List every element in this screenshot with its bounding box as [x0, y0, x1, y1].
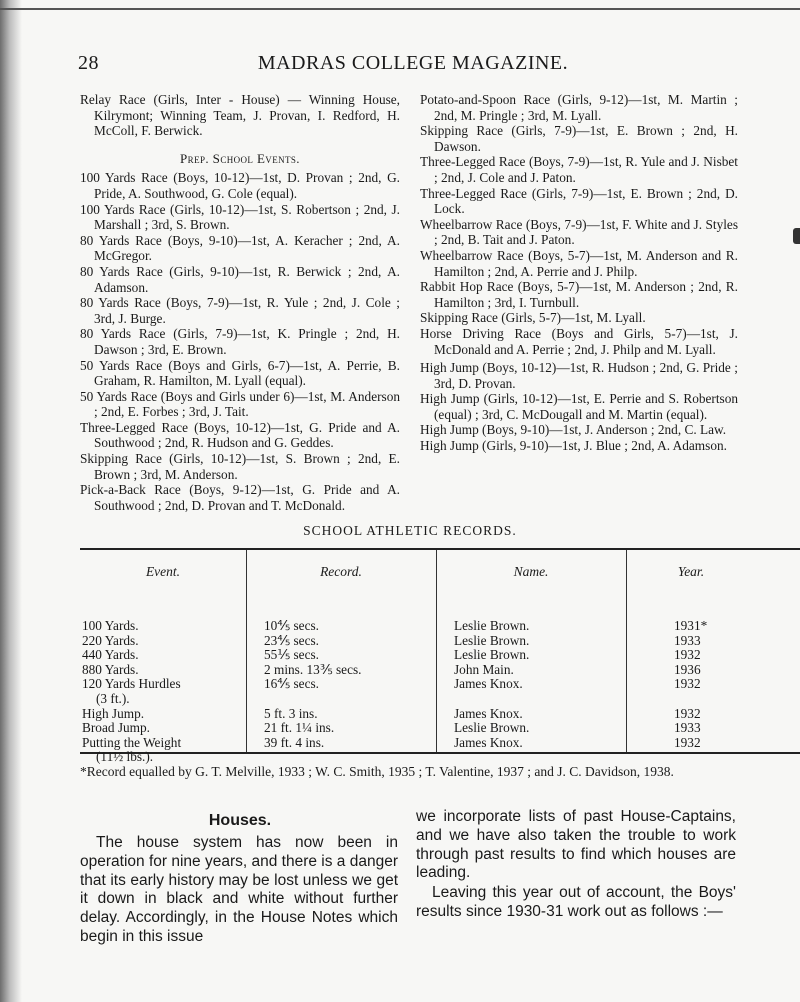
- event-entry: 100 Yards Race (Boys, 10-12)—1st, D. Provan ; 2nd, G. Pride, A. Southwood, G. Cole (equal).: [80, 170, 400, 201]
- cell-event: 220 Yards.: [82, 632, 139, 648]
- event-entry: 80 Yards Race (Girls, 9-10)—1st, R. Berwick ; 2nd, A. Adamson.: [80, 263, 400, 295]
- event-entry: Potato-and-Spoon Race (Girls, 9-12)—1st, M. Martin ; 2nd, M. Pringle ; 3rd, M. Lyall.: [420, 92, 738, 123]
- cell-name: Leslie Brown.: [454, 720, 530, 736]
- cell-event: 440 Yards.: [82, 647, 139, 663]
- cell-year: 1932: [674, 647, 701, 663]
- cell-name: Leslie Brown.: [454, 647, 530, 663]
- event-entry: High Jump (Girls, 10-12)—1st, E. Perrie and S. Robertson (equal) ; 3rd, C. McDougall and M. Martin (equal).: [420, 391, 738, 422]
- event-entry: Wheelbarrow Race (Boys, 5-7)—1st, M. Anderson and R. Hamilton ; 2nd, A. Perrie and J. Philp.: [420, 247, 738, 279]
- column-divider: [436, 550, 437, 752]
- page-header: [78, 52, 748, 76]
- cell-record: 23⅘ secs.: [264, 632, 319, 648]
- relay-entry: Relay Race (Girls, Inter - House) — Winning House, Kilrymont; Winning Team, J. Provan, I. Redford, H. McColl, F. Berwick.: [80, 92, 400, 139]
- houses-paragraph-right: we incorporate lists of past House-Captains, and we have also taken the trouble to work through past results to find which houses are leading.: [416, 808, 736, 882]
- header-event: Event.: [145, 564, 181, 579]
- cell-name: Leslie Brown.: [454, 632, 530, 648]
- cell-year: 1932: [674, 676, 701, 692]
- cell-year: 1932: [674, 705, 701, 721]
- scan-mark: [793, 228, 800, 244]
- records-table: [80, 544, 800, 765]
- event-entry: Rabbit Hop Race (Boys, 5-7)—1st, M. Anderson ; 2nd, R. Hamilton ; 3rd, I. Turnbull.: [420, 279, 738, 310]
- event-entry: Three-Legged Race (Girls, 7-9)—1st, E. Brown ; 2nd, D. Lock.: [420, 185, 738, 217]
- header-name: Name.: [513, 564, 549, 579]
- records-title: SCHOOL ATHLETIC RECORDS.: [303, 523, 517, 538]
- column-divider: [246, 550, 247, 752]
- cell-event: 120 Yards Hurdles: [82, 676, 181, 692]
- event-entry: Skipping Race (Girls, 5-7)—1st, M. Lyall.: [420, 310, 646, 326]
- cell-record: 16⅘ secs.: [264, 676, 319, 692]
- cell-name: John Main.: [454, 661, 514, 677]
- event-entry: Three-Legged Race (Boys, 7-9)—1st, R. Yule and J. Nisbet ; 2nd, J. Cole and J. Paton.: [420, 154, 738, 185]
- houses-paragraph-left: The house system has now been in operation for nine years, and there is a danger that its early history may be lost unless we get it down in black and white without further delay. Accordingly, in the House Notes which begin in this issue: [80, 834, 398, 945]
- header-year: Year.: [677, 564, 705, 579]
- event-entry: Horse Driving Race (Boys and Girls, 5-7)—1st, J. McDonald and A. Perrie ; 2nd, J. Philp and M. Lyall.: [420, 325, 738, 357]
- cell-record: 39 ft. 4 ins.: [264, 734, 325, 750]
- event-entry: 80 Yards Race (Girls, 7-9)—1st, K. Pringle ; 2nd, H. Dawson ; 3rd, E. Brown.: [80, 326, 400, 357]
- top-rule: [0, 8, 800, 10]
- right-column: [420, 92, 738, 454]
- cell-year: 1933: [674, 720, 701, 736]
- cell-event: Broad Jump.: [82, 720, 150, 736]
- column-divider: [626, 550, 627, 752]
- page-number: 28: [78, 52, 99, 74]
- cell-year: 1931*: [674, 618, 708, 633]
- cell-year: 1933: [674, 632, 701, 648]
- cell-event-continued: (11½ lbs.).: [96, 749, 154, 765]
- event-entry: Three-Legged Race (Boys, 10-12)—1st, G. Pride and A. Southwood ; 2nd, R. Hudson and G. Geddes.: [80, 419, 400, 451]
- table-top-rule: [80, 548, 800, 550]
- event-entry: 50 Yards Race (Boys and Girls, 6-7)—1st, A. Perrie, B. Graham, R. Hamilton, M. Lyall (equal).: [80, 357, 400, 389]
- page-title: MADRAS COLLEGE MAGAZINE.: [257, 52, 569, 74]
- cell-event: High Jump.: [82, 705, 145, 721]
- event-entry: 100 Yards Race (Girls, 10-12)—1st, S. Robertson ; 2nd, J. Marshall ; 3rd, S. Brown.: [80, 201, 400, 233]
- cell-year: 1936: [674, 661, 701, 677]
- cell-record: 21 ft. 1¼ ins.: [264, 720, 335, 736]
- scan-shadow: [0, 0, 22, 1002]
- cell-event-continued: (3 ft.).: [96, 691, 130, 706]
- left-column: [80, 92, 400, 513]
- event-entry: Skipping Race (Girls, 7-9)—1st, E. Brown ; 2nd, H. Dawson.: [420, 123, 738, 154]
- table-bottom-rule: [80, 752, 800, 754]
- houses-paragraph-2: Leaving this year out of account, the Boys' results since 1930-31 work out as follows :—: [416, 884, 736, 920]
- cell-record: 2 mins. 13⅗ secs.: [264, 661, 362, 677]
- records-footnote: *Record equalled by G. T. Melville, 1933 ; W. C. Smith, 1935 ; T. Valentine, 1937 ; and J. C. Davidson, 1938.: [80, 764, 674, 779]
- prep-school-heading: Prep. School Events.: [180, 150, 300, 166]
- event-entry: 80 Yards Race (Boys, 7-9)—1st, R. Yule ; 2nd, J. Cole ; 3rd, J. Burge.: [80, 295, 400, 326]
- header-record: Record.: [320, 564, 362, 579]
- event-entry: 50 Yards Race (Boys and Girls under 6)—1st, M. Anderson ; 2nd, E. Forbes ; 3rd, J. Tait.: [80, 388, 400, 420]
- cell-name: James Knox.: [454, 734, 523, 750]
- event-entry: Pick-a-Back Race (Boys, 9-12)—1st, G. Pride and A. Southwood ; 2nd, D. Provan and T. McDonald.: [80, 482, 400, 513]
- event-entry: High Jump (Boys, 10-12)—1st, R. Hudson ; 2nd, G. Pride ; 3rd, D. Provan.: [420, 360, 738, 391]
- cell-record: 55⅕ secs.: [264, 647, 319, 663]
- event-entry: Skipping Race (Girls, 10-12)—1st, S. Brown ; 2nd, E. Brown ; 3rd, M. Anderson.: [80, 451, 400, 482]
- cell-name: James Knox.: [454, 705, 523, 721]
- cell-event: Putting the Weight: [82, 734, 182, 750]
- cell-event: 100 Yards.: [82, 618, 139, 633]
- event-entry: High Jump (Boys, 9-10)—1st, J. Anderson ; 2nd, C. Law.: [420, 422, 727, 438]
- cell-year: 1932: [674, 734, 701, 750]
- event-entry: High Jump (Girls, 9-10)—1st, J. Blue ; 2nd, A. Adamson.: [420, 438, 727, 454]
- houses-heading: Houses.: [208, 812, 272, 829]
- cell-record: 10⅘ secs.: [264, 618, 319, 633]
- cell-event: 880 Yards.: [82, 661, 139, 677]
- event-entry: Wheelbarrow Race (Boys, 7-9)—1st, F. White and J. Styles ; 2nd, B. Tait and J. Paton.: [420, 216, 738, 248]
- cell-name: Leslie Brown.: [454, 618, 530, 633]
- event-entry: 80 Yards Race (Boys, 9-10)—1st, A. Keracher ; 2nd, A. McGregor.: [80, 232, 400, 264]
- cell-name: James Knox.: [454, 676, 523, 692]
- cell-record: 5 ft. 3 ins.: [264, 705, 318, 721]
